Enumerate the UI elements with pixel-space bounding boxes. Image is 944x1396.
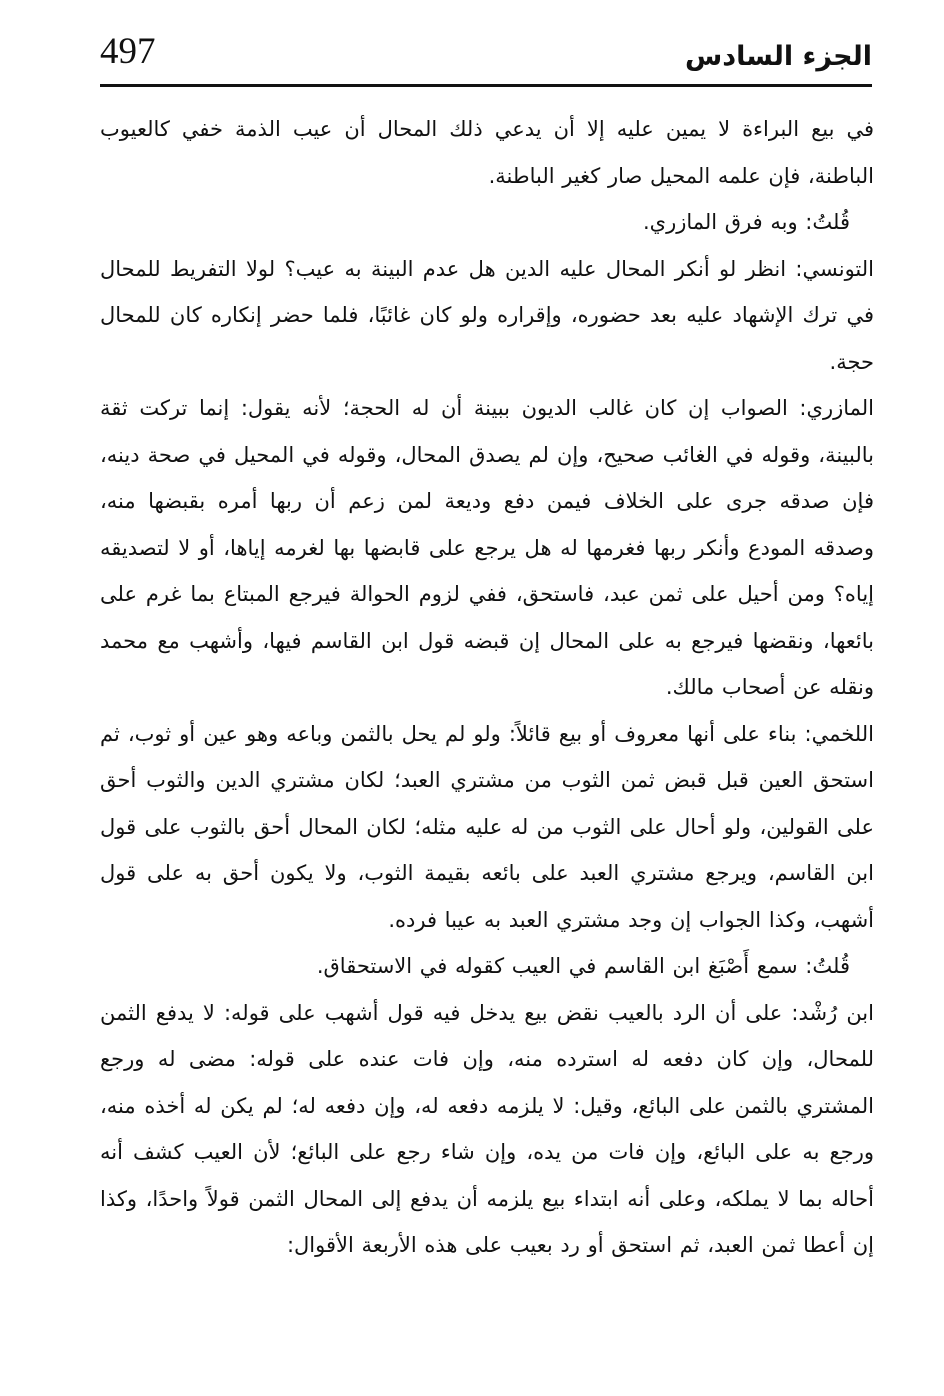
paragraph-1: في بيع البراءة لا يمين عليه إلا أن يدعي ذلك المحال أن عيب الذمة خفي كالعيوب الباطنة، فإن علمه المحيل صار كغير الباطنة. <box>100 117 874 188</box>
page-header <box>100 30 872 86</box>
paragraph-5: اللخمي: بناء على أنها معروف أو بيع قائلاً: ولو لم يحل بالثمن وباعه وهو عين أو ثوب، ثم استحق العين قبل قبض ثمن الثوب من مشتري العبد؛ لكان مشتري الدين والثوب أحق على القولين، ولو أحال على الثوب من له عليه مثله؛ لكان المحال أحق بالثوب على قول ابن القاسم، ويرجع مشتري العبد على بائعه بقيمة الثوب، ولا يكون أحق به على قول أشهب، وكذا الجواب إن وجد مشتري العبد به عيبا فرده. <box>100 721 874 932</box>
body-text <box>100 106 874 1269</box>
paragraph-2: قُلتُ: وبه فرق المازري. <box>642 210 850 234</box>
paragraph-3: التونسي: انظر لو أنكر المحال عليه الدين هل عدم البينة به عيب؟ لولا التفريط للمحال في ترك الإشهاد عليه بعد حضوره، وإقراره ولو كان غائبًا، فلما حضر إنكاره كان للمحال حجة. <box>100 256 874 374</box>
header-rule <box>100 84 872 87</box>
paragraph-7: ابن رُشْد: على أن الرد بالعيب نقض بيع يدخل فيه قول أشهب على قوله: لا يدفع الثمن للمحال، وإن كان دفعه له استرده منه، وإن فات عنده على قوله: مضى له ورجع المشتري بالثمن على البائع، وقيل: لا يلزمه دفعه له، وإن دفعه له؛ لم يكن له أخذه منه، ورجع به على البائع، وإن فات من يده، وإن شاء رجع على البائع؛ لأن العيب كشف أنه أحاله بما لا يملكه، وعلى أنه ابتداء بيع يلزمه أن يدفع إلى المحال الثمن قولاً واحدًا، وكذا إن أعطا ثمن العبد، ثم استحق أو رد بعيب على هذه الأربعة الأقوال: <box>100 1000 874 1257</box>
paragraph-6: قُلتُ: سمع أَصْبَغ ابن القاسم في العيب كقوله في الاستحقاق. <box>316 954 850 978</box>
page-number: 497 <box>100 31 156 72</box>
paragraph-4: المازري: الصواب إن كان غالب الديون ببينة أن له الحجة؛ لأنه يقول: إنما تركت ثقة بالبينة، وقوله في الغائب صحيح، وإن لم يصدق المحال، وقوله في المحيل في صحة دينه، فإن صدقه جرى على الخلاف فيمن دفع وديعة لمن زعم أن ربها أمره بقبضها منه، وصدقه المودع وأنكر ربها فغرمها له هل يرجع على قابضها بها لغرمه إياها، أو لا لتصديقه إياه؟ ومن أحيل على ثمن عبد، فاستحق، ففي لزوم الحوالة فيرجع المبتاع بما غرم على بائعها، ونقضها فيرجع به على المحال إن قبضه قول ابن القاسم فيها، وأشهب مع محمد ونقله عن أصحاب مالك. <box>100 396 874 699</box>
running-title: الجزء السادس <box>685 41 872 72</box>
